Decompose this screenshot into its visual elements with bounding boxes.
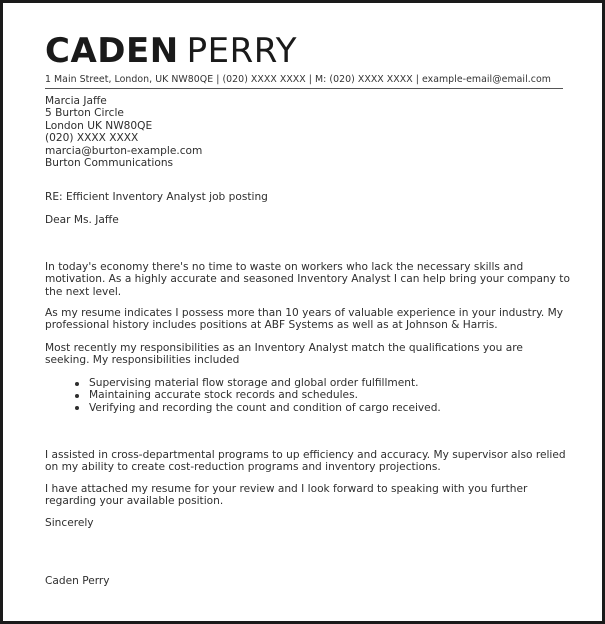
- salutation: Dear Ms. Jaffe: [45, 214, 119, 226]
- sender-first-name: CADEN: [45, 31, 179, 71]
- recipient-name: Marcia Jaffe: [45, 95, 107, 107]
- header-divider: [45, 88, 563, 89]
- paragraph-text: As my resume indicates I possess more than 10 years of valuable experience in your industry. My professional history includes positions at ABF Systems as well as at Johnson & Harris.: [45, 307, 564, 332]
- recipient-address: [45, 95, 570, 169]
- paragraph-responsibilities: [45, 342, 570, 367]
- sender-name: [45, 31, 297, 71]
- paragraph-text: In today's economy there's no time to waste on workers who lack the necessary skills and motivation. As a highly accurate and seasoned Inventory Analyst I can help bring your company to the next level.: [45, 261, 570, 298]
- list-item: Verifying and recording the count and condition of cargo received.: [73, 402, 441, 414]
- sender-last-name: PERRY: [186, 31, 297, 71]
- responsibilities-list: [73, 377, 441, 414]
- recipient-city: London UK NW80QE: [45, 119, 153, 132]
- signature-name: Caden Perry: [45, 575, 110, 587]
- paragraph-text: I have attached my resume for your review and I look forward to speaking with you further regarding your available position.: [45, 483, 528, 508]
- paragraph-text: Most recently my responsibilities as an Inventory Analyst match the qualifications you are seeking. My responsibilities included: [45, 342, 523, 367]
- list-item: Supervising material flow storage and global order fulfillment.: [73, 377, 441, 389]
- subject-line: RE: Efficient Inventory Analyst job posting: [45, 191, 268, 203]
- recipient-company: Burton Communications: [45, 157, 174, 170]
- paragraph-closing: [45, 483, 570, 508]
- paragraph-programs: [45, 449, 570, 474]
- recipient-email: marcia@burton-example.com: [45, 144, 203, 157]
- recipient-street: 5 Burton Circle: [45, 107, 124, 120]
- recipient-phone: (020) XXXX XXXX: [45, 132, 139, 145]
- sender-contact-line: 1 Main Street, London, UK NW80QE | (020) XXXX XXXX | M: (020) XXXX XXXX | example-email@email.com: [45, 74, 551, 85]
- paragraph-intro: [45, 261, 570, 298]
- paragraph-experience: [45, 307, 570, 332]
- complimentary-close: Sincerely: [45, 517, 94, 529]
- paragraph-text: I assisted in cross-departmental programs to up efficiency and accuracy. My supervisor also relied on my ability to create cost-reduction programs and inventory projections.: [45, 449, 566, 474]
- list-item: Maintaining accurate stock records and schedules.: [73, 389, 441, 401]
